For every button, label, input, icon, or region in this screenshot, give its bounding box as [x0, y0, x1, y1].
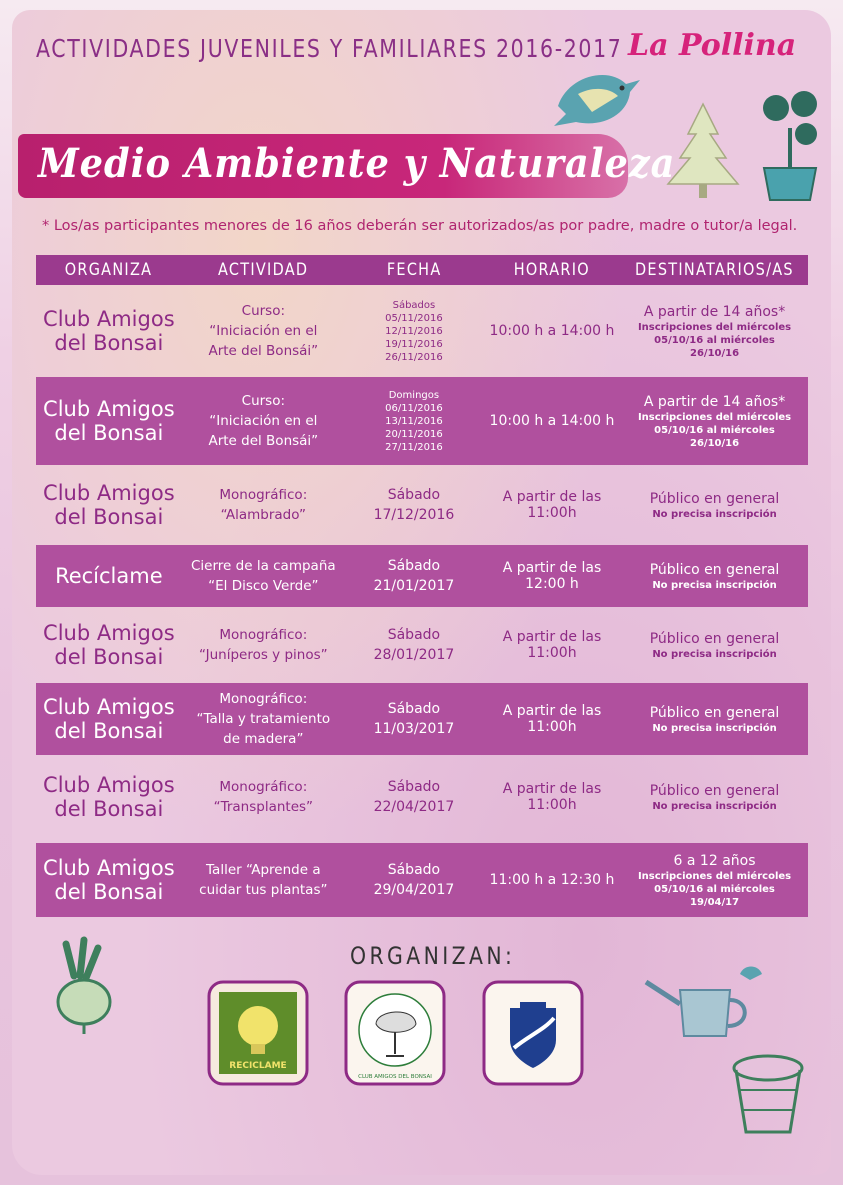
- audience-cell: Público en general No precisa inscripción: [649, 561, 780, 591]
- bird-illustration-icon: [548, 66, 644, 136]
- organizer-cell: Club Amigos del Bonsai: [43, 773, 175, 821]
- municipal-shield-logo: [480, 978, 586, 1088]
- date-cell: Sábados 05/11/2016 12/11/2016 19/11/2016 26/11/2016: [385, 299, 443, 363]
- column-header: ORGANIZA: [65, 260, 153, 280]
- time-cell: 10:00 h a 14:00 h: [489, 413, 615, 429]
- organizer-cell: Club Amigos del Bonsai: [43, 481, 175, 529]
- time-cell: A partir de las 11:00h: [502, 489, 602, 521]
- brand-logo-text: La Pollina: [628, 28, 797, 63]
- activity-cell: Monográfico: “Talla y tratamiento de madera”: [196, 691, 331, 747]
- table-row: [36, 843, 808, 917]
- potted-plant-icon: [752, 88, 828, 204]
- organizer-cell: Recíclame: [55, 564, 163, 588]
- audience-cell: A partir de 14 años* Inscripciones del miércoles 05/10/16 al miércoles 26/10/16: [637, 303, 792, 359]
- table-row: [36, 765, 808, 829]
- bonsai-club-logo-text: CLUB AMIGOS DEL BONSAI: [358, 1074, 432, 1080]
- age-notice: * Los/as participantes menores de 16 años deberán ser autorizados/as por padre, madre o tutor/a legal.: [42, 218, 798, 234]
- date-cell: Sábado 11/03/2017: [373, 701, 455, 737]
- organizer-cell: Club Amigos del Bonsai: [43, 856, 175, 904]
- column-header: HORARIO: [513, 260, 591, 280]
- audience-cell: A partir de 14 años* Inscripciones del miércoles 05/10/16 al miércoles 26/10/16: [637, 393, 792, 449]
- time-cell: A partir de las 11:00h: [502, 781, 602, 813]
- activity-cell: Curso: “Iniciación en el Arte del Bonsái”: [208, 393, 319, 449]
- organizers-heading: ORGANIZAN:: [350, 942, 516, 970]
- activity-cell: Monográfico: “Juníperos y pinos”: [199, 627, 328, 663]
- page-title: ACTIVIDADES JUVENILES Y FAMILIARES 2016-2017: [36, 34, 623, 63]
- organizer-cell: Club Amigos del Bonsai: [43, 695, 175, 743]
- date-cell: Sábado 17/12/2016: [373, 487, 455, 523]
- activity-cell: Cierre de la campaña “El Disco Verde”: [191, 558, 336, 594]
- planter-illustration-icon: [728, 1050, 808, 1140]
- activity-cell: Monográfico: “Alambrado”: [219, 487, 308, 523]
- activities-table: [36, 255, 808, 917]
- date-cell: Domingos 06/11/2016 13/11/2016 20/11/2016 27/11/2016: [385, 389, 443, 453]
- table-row: [36, 545, 808, 607]
- reciclame-logo: [205, 978, 311, 1088]
- column-header: ACTIVIDAD: [218, 260, 309, 280]
- reciclame-logo-text: RECICLAME: [229, 1061, 287, 1071]
- audience-cell: Público en general No precisa inscripción: [649, 630, 780, 660]
- time-cell: A partir de las 11:00h: [502, 703, 602, 735]
- activity-cell: Taller “Aprende a cuidar tus plantas”: [199, 862, 328, 898]
- table-row: [36, 475, 808, 535]
- time-cell: 10:00 h a 14:00 h: [489, 323, 615, 339]
- audience-cell: Público en general No precisa inscripción: [649, 782, 780, 812]
- activity-cell: Monográfico: “Transplantes”: [213, 779, 314, 815]
- column-header: DESTINATARIOS/AS: [635, 260, 794, 280]
- audience-cell: Público en general No precisa inscripción: [649, 490, 780, 520]
- time-cell: 11:00 h a 12:30 h: [489, 872, 615, 888]
- table-row: [36, 683, 808, 755]
- column-header: FECHA: [386, 260, 442, 280]
- table-header-row: [36, 255, 808, 285]
- date-cell: Sábado 29/04/2017: [373, 862, 455, 898]
- organizer-cell: Club Amigos del Bonsai: [43, 307, 175, 355]
- organizer-cell: Club Amigos del Bonsai: [43, 397, 175, 445]
- table-row: [36, 377, 808, 465]
- activity-cell: Curso: “Iniciación en el Arte del Bonsái”: [208, 303, 319, 359]
- audience-cell: Público en general No precisa inscripción: [649, 704, 780, 734]
- date-cell: Sábado 28/01/2017: [373, 627, 455, 663]
- table-row: [36, 295, 808, 367]
- bonsai-club-logo: [342, 978, 448, 1088]
- radish-illustration-icon: [36, 936, 126, 1036]
- date-cell: Sábado 21/01/2017: [373, 558, 455, 594]
- organizer-cell: Club Amigos del Bonsai: [43, 621, 175, 669]
- audience-cell: 6 a 12 años Inscripciones del miércoles 05/10/16 al miércoles 19/04/17: [637, 852, 792, 908]
- watering-can-illustration-icon: [640, 960, 770, 1040]
- time-cell: A partir de las 12:00 h: [502, 560, 602, 592]
- table-row: [36, 617, 808, 673]
- date-cell: Sábado 22/04/2017: [373, 779, 455, 815]
- section-title: Medio Ambiente y Naturaleza: [38, 140, 676, 187]
- time-cell: A partir de las 11:00h: [502, 629, 602, 661]
